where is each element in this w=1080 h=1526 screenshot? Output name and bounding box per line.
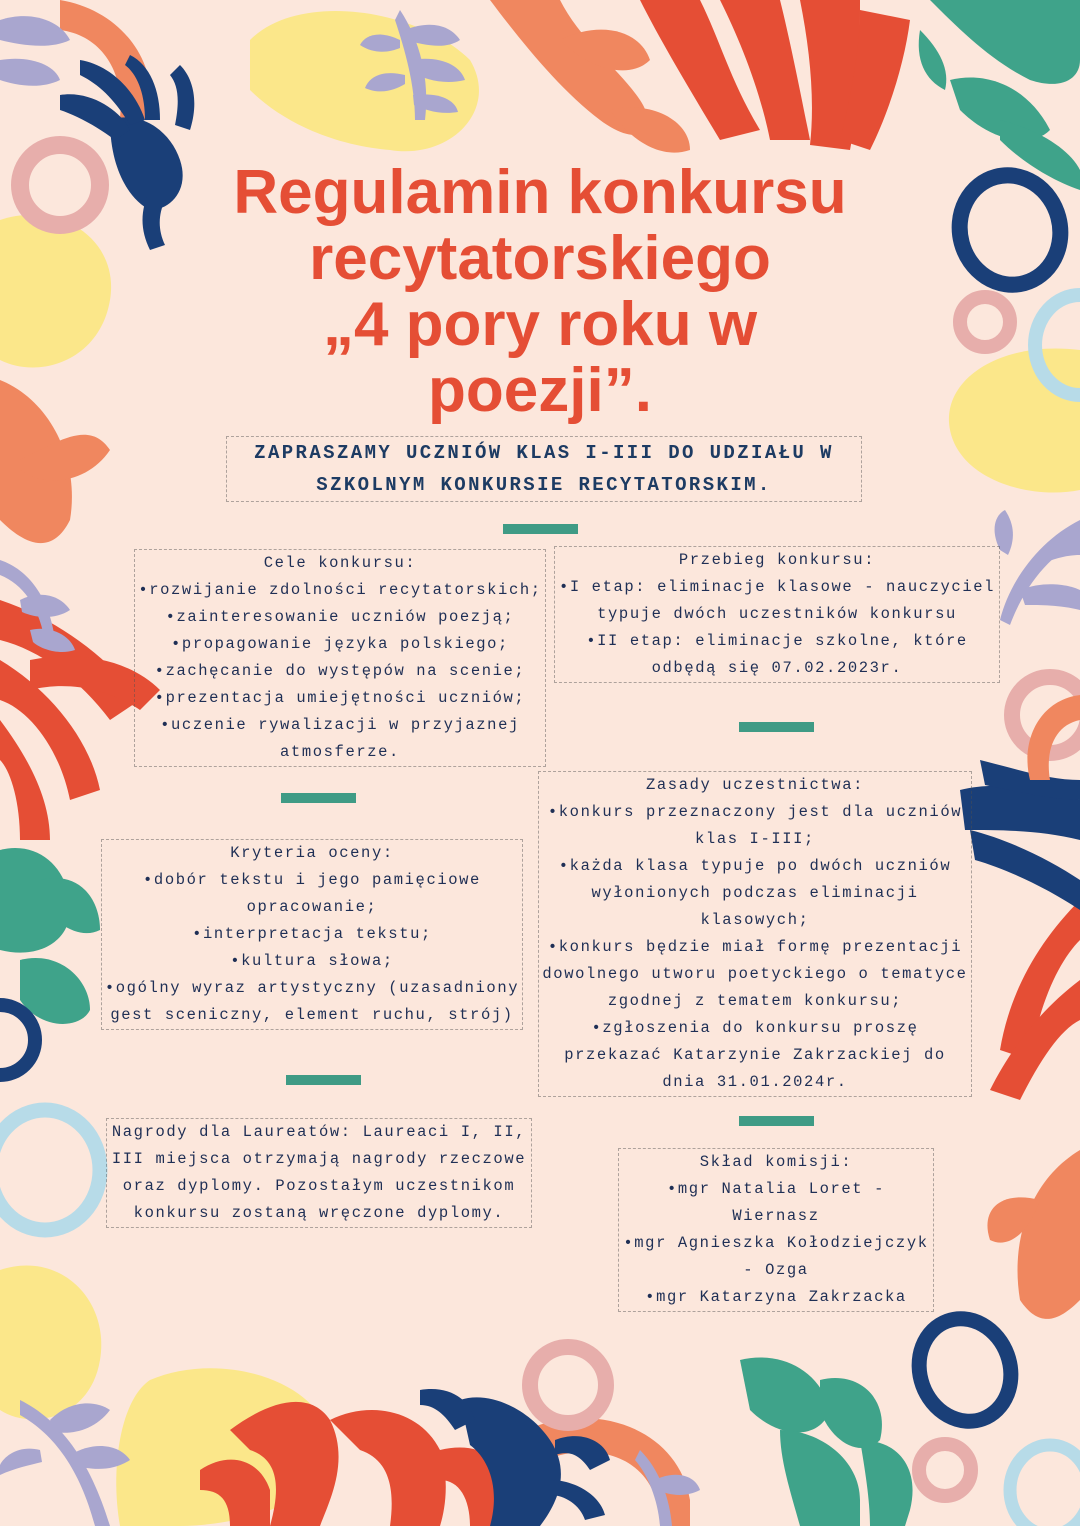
navy-ring-right bbox=[947, 164, 1072, 296]
list-item: klas I-III; bbox=[695, 830, 815, 848]
lavender-fern-top-left bbox=[0, 16, 70, 86]
list-item: •zachęcanie do występów na scenie; bbox=[154, 662, 526, 680]
list-item: Wiernasz bbox=[732, 1207, 820, 1225]
pink-ring-bottom bbox=[530, 1347, 606, 1423]
lightblue-ring-bottom-right bbox=[1010, 1445, 1080, 1526]
list-item: •zgłoszenia do konkursu proszę bbox=[591, 1019, 919, 1037]
list-item: •mgr Natalia Loret - bbox=[666, 1180, 886, 1198]
criteria-section bbox=[101, 839, 523, 1030]
title-line: Regulamin konkursu bbox=[233, 158, 847, 227]
rules-section bbox=[538, 771, 972, 1097]
pink-ring-right bbox=[960, 297, 1010, 347]
divider-bar bbox=[739, 722, 814, 732]
orange-leaf-right bbox=[987, 1150, 1080, 1319]
list-item: •propagowanie języka polskiego; bbox=[171, 635, 509, 653]
list-item: •mgr Agnieszka Kołodziejczyk bbox=[623, 1234, 929, 1252]
list-item: typuje dwóch uczestników konkursu bbox=[597, 605, 957, 623]
list-item: •uczenie rywalizacji w przyjaznej bbox=[160, 716, 520, 734]
poster-title bbox=[200, 160, 880, 424]
list-item: •konkurs będzie miał formę prezentacji bbox=[547, 938, 963, 956]
paragraph-line: Nagrody dla Laureatów: Laureaci I, II, bbox=[111, 1123, 527, 1141]
teal-leaf-left bbox=[0, 848, 100, 1024]
list-item: •konkurs przeznaczony jest dla uczniów bbox=[547, 803, 963, 821]
list-item: przekazać Katarzynie Zakrzackiej do bbox=[564, 1046, 946, 1064]
title-line: „4 pory roku w bbox=[322, 290, 758, 359]
yellow-blob-right bbox=[949, 348, 1080, 492]
orange-leaf-left bbox=[0, 380, 110, 543]
list-item: dowolnego utworu poetyckiego o tematyce bbox=[542, 965, 968, 983]
section-heading: Cele konkursu: bbox=[263, 554, 417, 572]
list-item: - Ozga bbox=[743, 1261, 809, 1279]
subtitle-line: ZAPRASZAMY UCZNIÓW KLAS I-III DO UDZIAŁU W bbox=[254, 442, 834, 464]
list-item: •prezentacja umiejętności uczniów; bbox=[154, 689, 526, 707]
lavender-fern-right bbox=[995, 510, 1080, 625]
subtitle-line: SZKOLNYM KONKURSIE RECYTATORSKIM. bbox=[316, 474, 772, 496]
pink-ring-top-left bbox=[20, 145, 100, 225]
section-heading: Kryteria oceny: bbox=[230, 844, 394, 862]
lightblue-ring-left bbox=[0, 1110, 100, 1230]
teal-leaf-bottom-right bbox=[740, 1357, 913, 1526]
list-item: wyłonionych podczas eliminacji bbox=[591, 884, 919, 902]
title-line: recytatorskiego bbox=[309, 224, 771, 293]
procedure-section bbox=[554, 546, 1000, 683]
divider-bar bbox=[503, 524, 578, 534]
list-item: gest sceniczny, element ruchu, strój) bbox=[110, 1006, 514, 1024]
list-item: klasowych; bbox=[700, 911, 810, 929]
yellow-blob-bottom-left bbox=[0, 1266, 101, 1420]
divider-bar bbox=[286, 1075, 361, 1085]
list-item: •interpretacja tekstu; bbox=[192, 925, 432, 943]
paragraph-line: III miejsca otrzymają nagrody rzeczowe bbox=[111, 1150, 527, 1168]
poster-subtitle bbox=[226, 436, 862, 502]
paragraph-line: oraz dyplomy. Pozostałym uczestnikom bbox=[122, 1177, 516, 1195]
section-heading: Przebieg konkursu: bbox=[678, 551, 876, 569]
list-item: opracowanie; bbox=[246, 898, 378, 916]
list-item: •I etap: eliminacje klasowe - nauczyciel bbox=[558, 578, 996, 596]
navy-ring-left bbox=[0, 1005, 35, 1075]
pink-ring-bottom-right bbox=[919, 1444, 971, 1496]
red-coral-right bbox=[990, 900, 1080, 1100]
navy-hand-right bbox=[960, 760, 1080, 910]
list-item: •mgr Katarzyna Zakrzacka bbox=[645, 1288, 907, 1306]
list-item: •rozwijanie zdolności recytatorskich; bbox=[138, 581, 542, 599]
navy-ring-bottom-right bbox=[905, 1306, 1025, 1435]
list-item: dnia 31.01.2024r. bbox=[662, 1073, 848, 1091]
list-item: •zainteresowanie uczniów poezją; bbox=[165, 608, 515, 626]
goals-section bbox=[134, 549, 546, 767]
divider-bar bbox=[281, 793, 356, 803]
prizes-section bbox=[106, 1118, 532, 1228]
list-item: •każda klasa typuje po dwóch uczniów bbox=[558, 857, 952, 875]
section-heading: Skład komisji: bbox=[699, 1153, 853, 1171]
teal-leaf-top-right bbox=[919, 0, 1080, 190]
yellow-blob-left bbox=[0, 215, 111, 368]
divider-bar bbox=[739, 1116, 814, 1126]
list-item: •ogólny wyraz artystyczny (uzasadniony bbox=[104, 979, 520, 997]
list-item: •kultura słowa; bbox=[230, 952, 394, 970]
paragraph-line: konkursu zostaną wręczone dyplomy. bbox=[133, 1204, 505, 1222]
list-item: •dobór tekstu i jego pamięciowe bbox=[143, 871, 481, 889]
list-item: atmosferze. bbox=[280, 743, 400, 761]
list-item: odbędą się 07.02.2023r. bbox=[651, 659, 903, 677]
title-line: poezji”. bbox=[428, 356, 652, 425]
list-item: zgodnej z tematem konkursu; bbox=[607, 992, 903, 1010]
list-item: •II etap: eliminacje szkolne, które bbox=[586, 632, 968, 650]
section-heading: Zasady uczestnictwa: bbox=[645, 776, 865, 794]
jury-section bbox=[618, 1148, 934, 1312]
